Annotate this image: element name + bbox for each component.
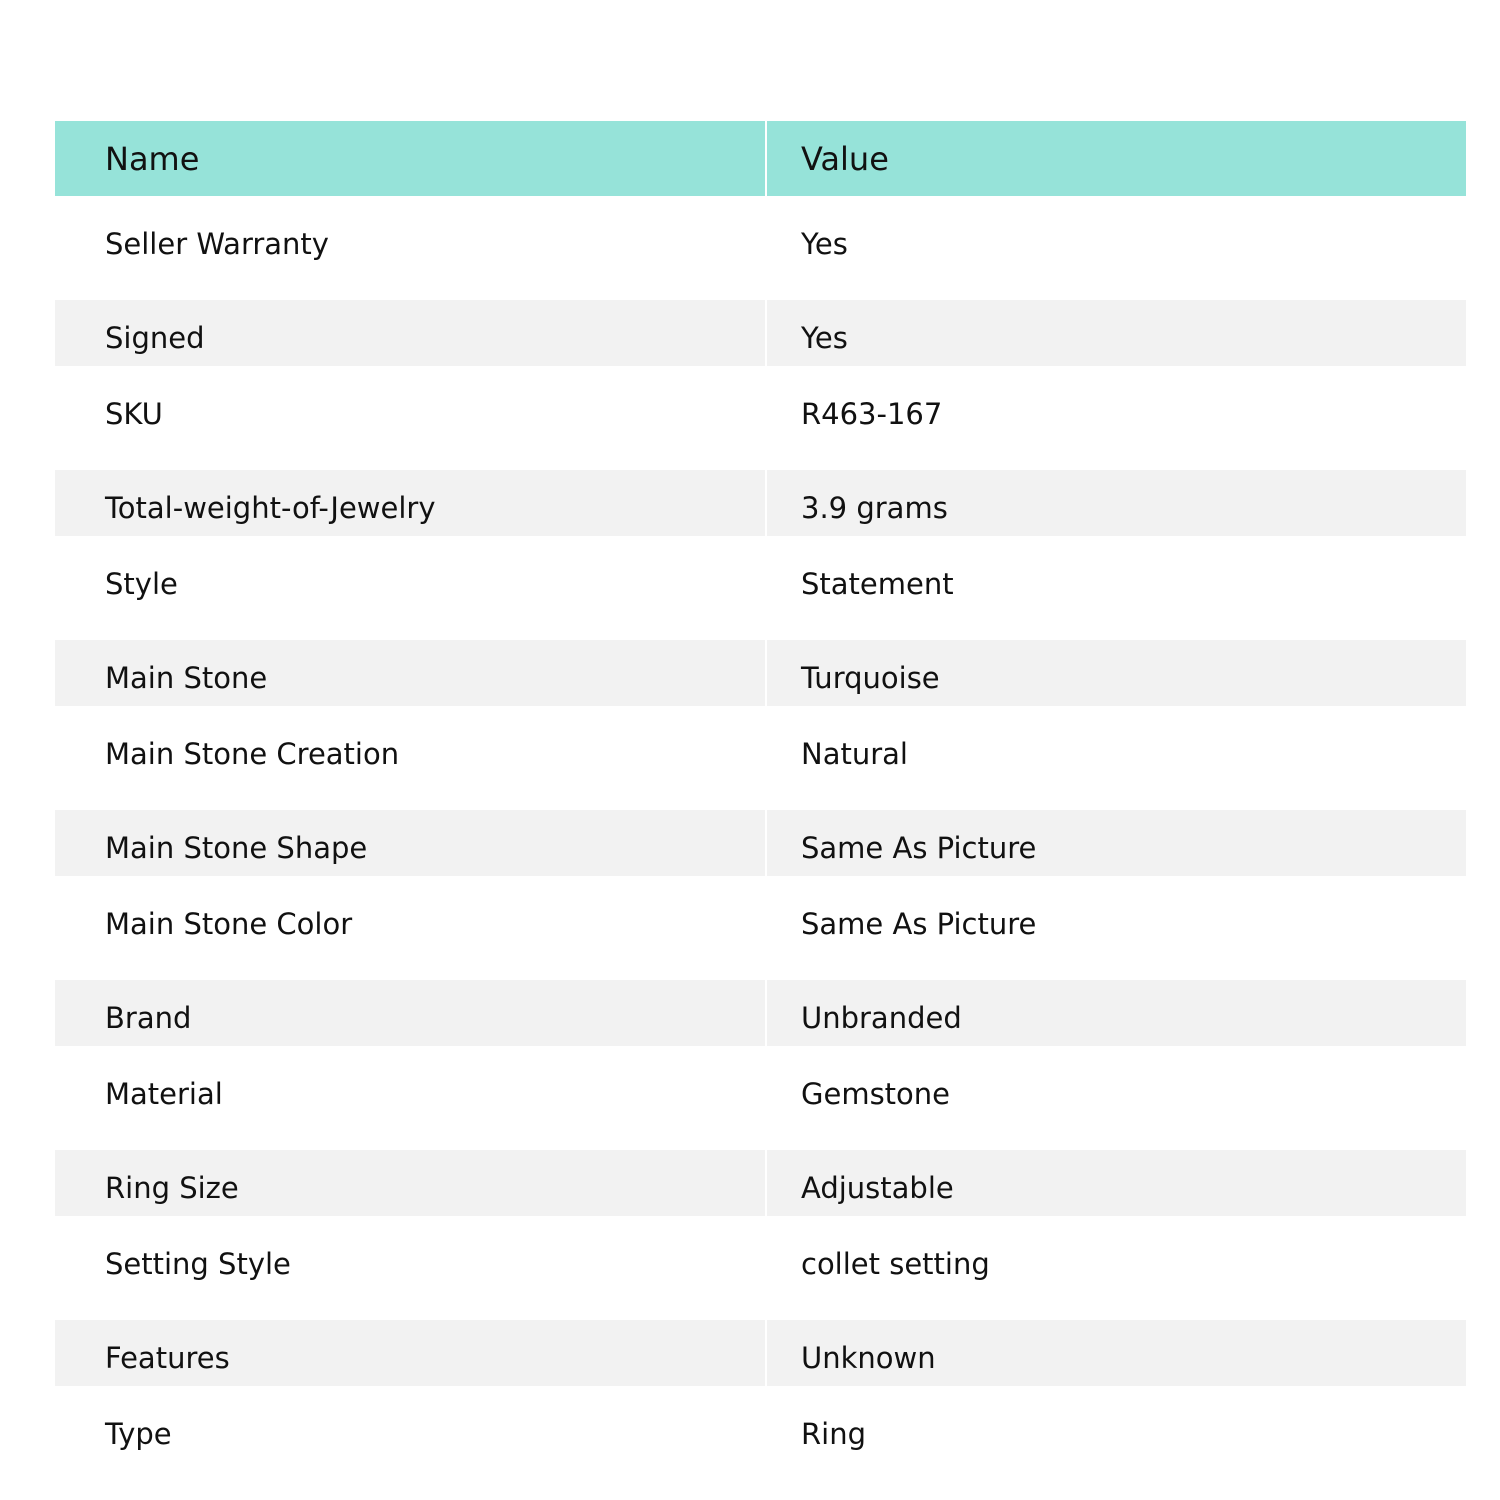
row-value-cell: Gemstone [801,1076,951,1111]
table-row [55,876,1466,971]
spec-table [55,121,1466,1451]
row-value-cell: R463-167 [801,396,943,431]
table-row [55,300,1466,376]
row-name-cell: Main Stone Color [105,906,353,941]
row-name-cell: Style [105,566,178,601]
row-name-cell: Signed [105,321,205,355]
row-value-cell: Natural [801,736,908,771]
row-value-cell: Unknown [801,1341,936,1375]
table-row [55,1386,1466,1481]
row-name-cell: Main Stone Creation [105,736,400,771]
table-row [55,980,1466,1056]
row-name-cell: Features [105,1341,230,1375]
row-value-cell: Unbranded [801,1001,962,1035]
row-value-cell: Yes [801,226,848,261]
table-row [55,1216,1466,1311]
table-row [55,1320,1466,1396]
row-value-cell: Turquoise [801,661,940,695]
table-row [55,366,1466,461]
header-value: Value [801,139,889,178]
table-row [55,470,1466,546]
row-name-cell: Seller Warranty [105,226,329,261]
row-name-cell: Material [105,1076,223,1111]
row-name-cell: SKU [105,396,163,431]
row-value-cell: Same As Picture [801,906,1037,941]
row-name-cell: Type [105,1416,172,1451]
row-name-cell: Setting Style [105,1246,291,1281]
table-row [55,706,1466,801]
row-name-cell: Main Stone Shape [105,831,368,865]
row-value-cell: Adjustable [801,1171,954,1205]
table-row [55,196,1466,291]
row-value-cell: 3.9 grams [801,491,948,525]
row-name-cell: Brand [105,1001,192,1035]
table-row [55,810,1466,886]
header-name: Name [105,139,200,178]
table-row [55,1150,1466,1226]
row-value-cell: Yes [801,321,848,355]
row-name-cell: Total-weight-of-Jewelry [105,491,436,525]
table-row [55,536,1466,631]
row-value-cell: Ring [801,1416,866,1451]
table-header [55,121,1466,196]
row-value-cell: Same As Picture [801,831,1037,865]
table-row [55,1046,1466,1141]
row-value-cell: collet setting [801,1246,990,1281]
row-value-cell: Statement [801,566,954,601]
row-name-cell: Main Stone [105,661,268,695]
row-name-cell: Ring Size [105,1171,239,1205]
table-row [55,640,1466,716]
